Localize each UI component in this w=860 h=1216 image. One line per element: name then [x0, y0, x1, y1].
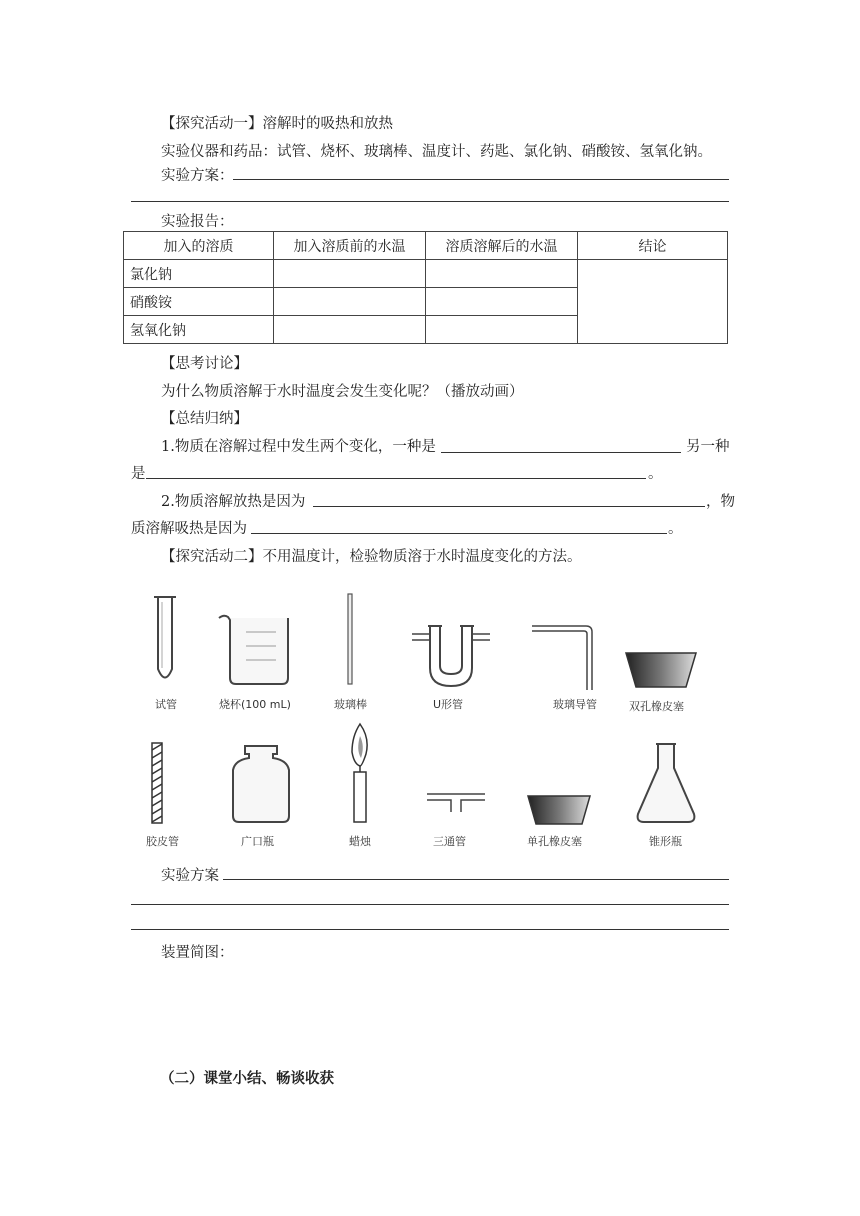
conclusion-cell[interactable] [578, 260, 728, 344]
summary-item1-blank1[interactable] [441, 452, 681, 453]
test-tube-icon [150, 594, 180, 686]
glass-rod-icon [344, 592, 356, 686]
table-cell[interactable] [274, 316, 426, 344]
activity2-plan-line-3[interactable] [131, 929, 729, 930]
section2-heading: （二）课堂小结、畅谈收获 [160, 1070, 334, 1087]
table-cell[interactable] [426, 316, 578, 344]
conical-flask-icon [634, 742, 698, 826]
plan-answer-line[interactable] [233, 179, 729, 180]
summary-item2-text: 2.物质溶解放热是因为 [161, 494, 306, 510]
summary-item1-blank2[interactable] [146, 478, 646, 479]
materials-text: 实验仪器和药品：试管、烧杯、玻璃棒、温度计、药匙、氯化钠、硝酸铵、氢氧化钠。 [161, 144, 712, 160]
activity2-plan-line[interactable] [223, 879, 729, 880]
plan-answer-line-2[interactable] [131, 201, 729, 202]
caption-test-tube: 试管 [155, 698, 177, 711]
discussion-heading: 【思考讨论】 [161, 356, 248, 372]
tee-tube-icon [425, 792, 487, 814]
summary-heading: 【总结归纳】 [161, 411, 248, 427]
beaker-icon [216, 612, 292, 686]
double-stopper-icon [624, 651, 698, 691]
rubber-tube-icon [149, 742, 165, 824]
row-label-nh4no3: 硝酸铵 [124, 288, 274, 316]
table-cell[interactable] [274, 260, 426, 288]
summary-item2-blank2[interactable] [251, 533, 667, 534]
table-cell[interactable] [426, 288, 578, 316]
table-row [124, 260, 728, 288]
header-conclusion: 结论 [578, 232, 728, 260]
header-solute: 加入的溶质 [124, 232, 274, 260]
summary-item2-blank1[interactable] [313, 506, 705, 507]
u-tube-icon [408, 618, 494, 690]
diagram-label: 装置简图： [161, 945, 234, 961]
table-cell[interactable] [426, 260, 578, 288]
caption-wide-bottle: 广口瓶 [241, 835, 274, 848]
report-table [123, 231, 728, 344]
summary-item2-text-b: ，物 [706, 494, 735, 510]
summary-item1-end: 。 [648, 466, 663, 482]
summary-item2-end: 。 [668, 521, 683, 537]
candle-icon [346, 722, 374, 824]
report-label: 实验报告： [161, 214, 234, 230]
single-stopper-icon [526, 794, 592, 826]
header-temp-after: 溶质溶解后的水温 [426, 232, 578, 260]
activity2-heading: 【探究活动二】不用温度计，检验物质溶于水时温度变化的方法。 [161, 549, 582, 565]
caption-candle: 蜡烛 [349, 835, 371, 848]
plan-label: 实验方案： [161, 168, 234, 184]
caption-tee-tube: 三通管 [433, 835, 466, 848]
wide-bottle-icon [229, 744, 293, 824]
caption-u-tube: U形管 [433, 698, 464, 711]
glass-tube-icon [530, 622, 598, 692]
caption-conical-flask: 锥形瓶 [649, 835, 682, 848]
caption-single-stopper: 单孔橡皮塞 [527, 835, 582, 848]
caption-double-stopper: 双孔橡皮塞 [629, 700, 684, 713]
row-label-naoh: 氢氧化钠 [124, 316, 274, 344]
summary-item1-text-c: 是 [131, 466, 146, 482]
activity2-plan-line-2[interactable] [131, 904, 729, 905]
activity2-plan-label: 实验方案 [161, 868, 219, 884]
table-cell[interactable] [274, 288, 426, 316]
row-label-nacl: 氯化钠 [124, 260, 274, 288]
summary-item1-text: 1.物质在溶解过程中发生两个变化，一种是 [161, 439, 436, 455]
summary-item2-text-c: 质溶解吸热是因为 [131, 521, 247, 537]
header-temp-before: 加入溶质前的水温 [274, 232, 426, 260]
caption-glass-rod: 玻璃棒 [334, 698, 367, 711]
discussion-question: 为什么物质溶解于水时温度会发生变化呢？（播放动画） [161, 384, 524, 400]
activity1-heading: 【探究活动一】溶解时的吸热和放热 [161, 116, 393, 132]
summary-item1-text-b: 另一种 [686, 439, 730, 455]
caption-glass-tube: 玻璃导管 [553, 698, 597, 711]
caption-rubber-tube: 胶皮管 [146, 835, 179, 848]
caption-beaker: 烧杯(100 mL) [219, 698, 291, 711]
